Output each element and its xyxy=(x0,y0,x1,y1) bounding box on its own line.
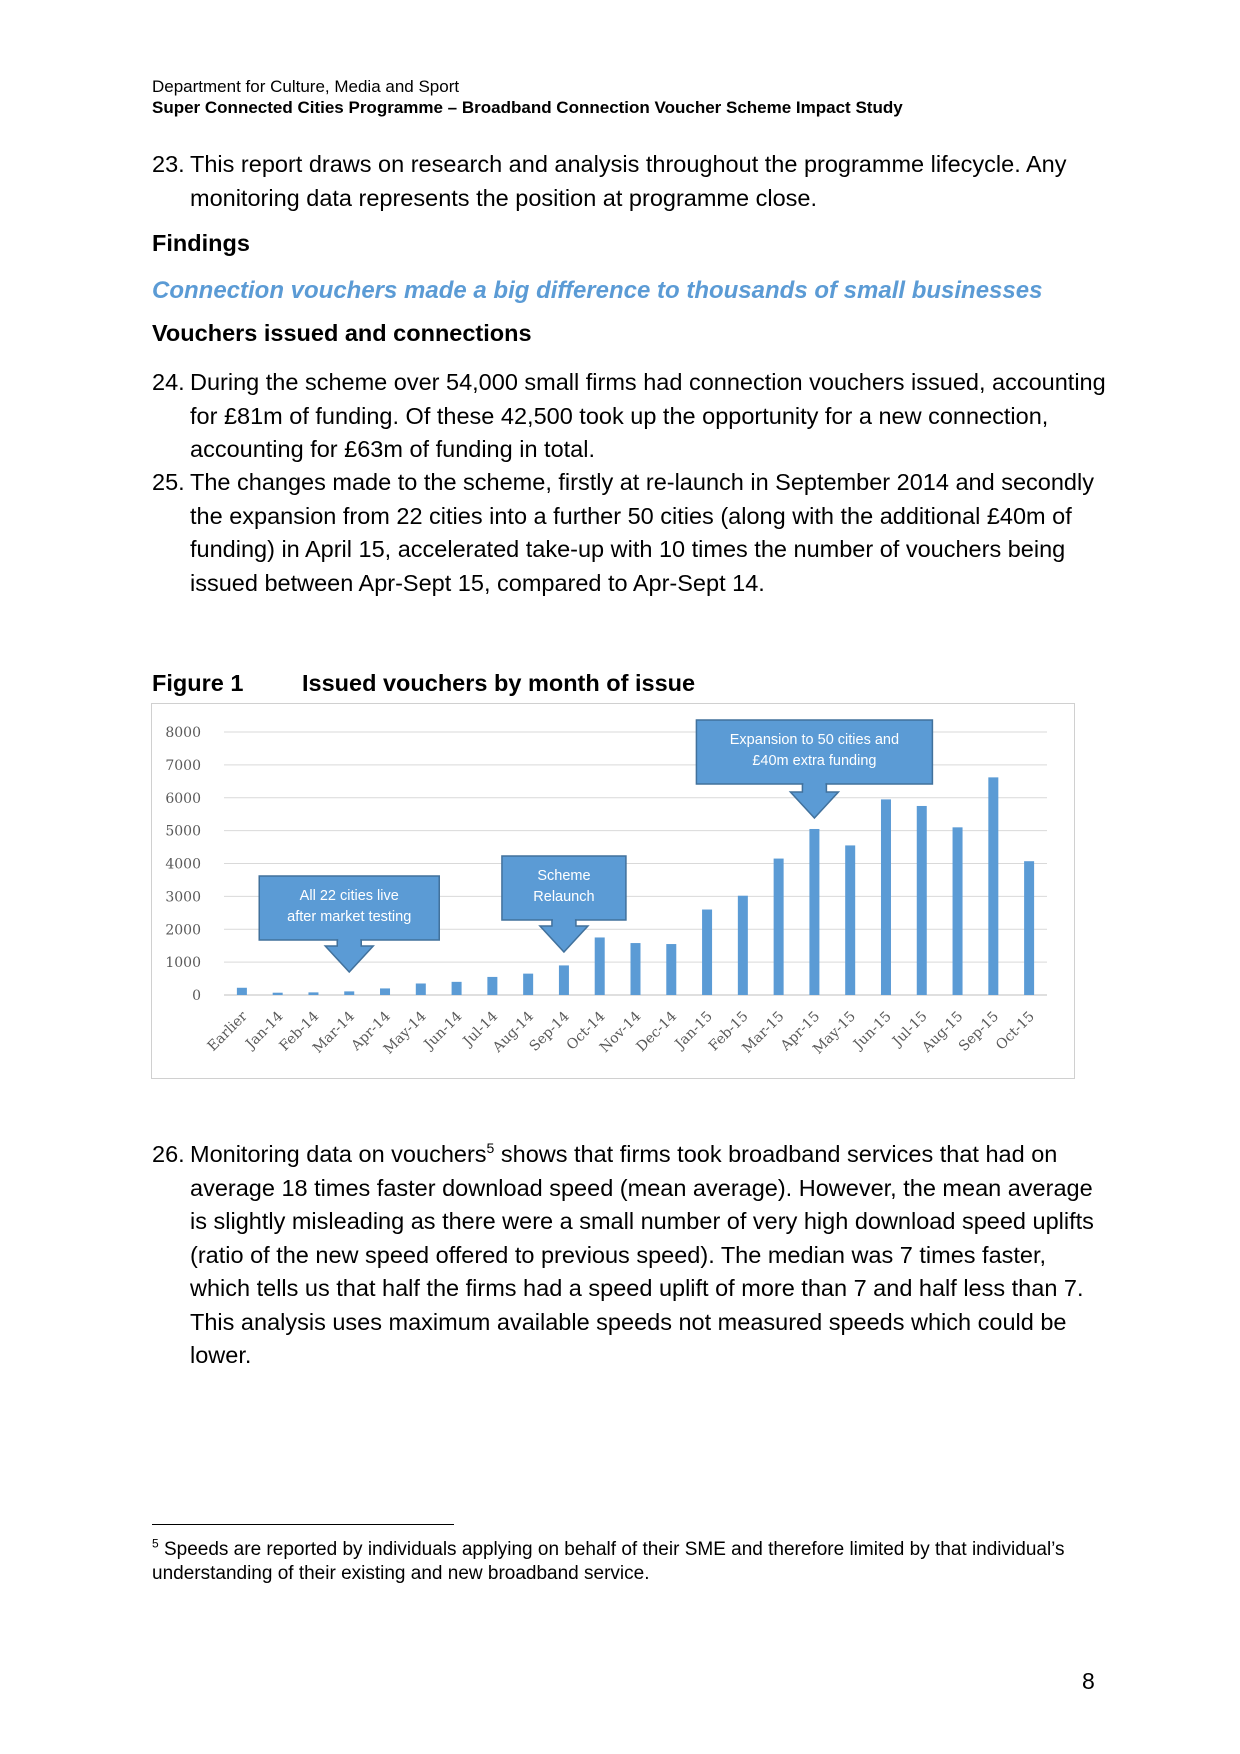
x-tick-label: Mar-15 xyxy=(739,1008,788,1057)
x-tick-label: Apr-14 xyxy=(348,1008,394,1054)
vouchers-heading: Vouchers issued and connections xyxy=(152,320,532,346)
callout-joint xyxy=(553,918,575,922)
x-tick-label: Oct-14 xyxy=(563,1008,609,1054)
x-tick-label: May-14 xyxy=(380,1008,430,1058)
callout-box xyxy=(696,720,932,784)
x-tick-label: May-15 xyxy=(810,1008,860,1058)
bar-mar-14 xyxy=(344,991,354,995)
section-subtitle: Connection vouchers made a big difference to thousands of small businesses xyxy=(152,277,1043,304)
paragraph-text: The changes made to the scheme, firstly at re-launch in September 2014 and secondly the expansion from 22 cities into a further 50 cities (along with the additional £40m of funding) in April 15, accelerated take-up with 10 times the number of vouchers being issued between Apr-Sept 15, compared to Apr-Sept 14. xyxy=(190,469,1094,596)
bar-may-15 xyxy=(845,845,855,995)
bar-jan-15 xyxy=(702,910,712,995)
bar-nov-14 xyxy=(631,943,641,995)
bar-apr-15 xyxy=(809,829,819,995)
figure-title xyxy=(152,670,696,697)
footnote-mark: 5 xyxy=(152,1536,159,1551)
callout-text: after market testing xyxy=(287,909,412,925)
callout-text: Expansion to 50 cities and xyxy=(729,732,900,748)
page-header xyxy=(152,76,903,118)
paragraph-23 xyxy=(152,148,1112,215)
bar-sep-14 xyxy=(559,965,569,995)
header-report-title: Super Connected Cities Programme – Broadband Connection Voucher Scheme Impact Study xyxy=(152,98,903,117)
x-tick-label: Jul-15 xyxy=(889,1008,931,1050)
paragraph-text-a: Monitoring data on vouchers xyxy=(190,1141,487,1167)
bar-feb-15 xyxy=(738,896,748,995)
x-tick-label: Jun-15 xyxy=(850,1008,895,1053)
x-tick-label: Dec-14 xyxy=(633,1008,681,1056)
page-number: 8 xyxy=(1082,1668,1095,1694)
bar-jul-15 xyxy=(917,806,927,995)
bar-dec-14 xyxy=(666,944,676,995)
callout-box xyxy=(502,856,626,920)
x-tick-label: Nov-14 xyxy=(596,1008,645,1056)
footnote-divider xyxy=(152,1524,454,1525)
x-tick-label: Oct-15 xyxy=(993,1008,1038,1054)
bar-jul-14 xyxy=(487,977,497,995)
bar-jan-14 xyxy=(273,993,283,995)
header-department: Department for Culture, Media and Sport xyxy=(152,77,460,96)
x-tick-label: Jul-14 xyxy=(460,1008,502,1050)
callout-text: £40m extra funding xyxy=(752,753,877,769)
callout-text: All 22 cities live xyxy=(299,888,399,904)
bar-may-14 xyxy=(416,983,426,995)
paragraph-25 xyxy=(152,466,1112,600)
callout-text: Relaunch xyxy=(533,889,595,905)
footnote-text: Speeds are reported by individuals applying on behalf of their SME and therefore limited by that individual’s understanding of their existing and new broadband service. xyxy=(152,1539,1065,1584)
bar-feb-14 xyxy=(308,992,318,995)
y-tick-label: 3000 xyxy=(165,889,201,906)
bar-jun-14 xyxy=(452,982,462,995)
x-tick-label: Feb-15 xyxy=(705,1008,752,1055)
paragraph-26 xyxy=(152,1138,1112,1373)
x-tick-label: Apr-15 xyxy=(777,1008,824,1054)
callout-arrow xyxy=(790,784,838,818)
callout-joint xyxy=(803,782,825,786)
x-tick-label: Feb-14 xyxy=(276,1008,323,1055)
paragraph-number: 24. xyxy=(152,369,185,395)
y-tick-label: 1000 xyxy=(165,955,201,972)
x-tick-label: Mar-14 xyxy=(310,1008,359,1057)
paragraph-text-b: shows that firms took broadband services that had on average 18 times faster download speed (mean average). However, the mean average is slightly misleading as there were a small number of very high download speed uplifts (ratio of the new speed offered to previous speed). The median was 7 times faster, which tells us that half the firms had a speed uplift of more than 7 and half less than 7. This analysis uses maximum available speeds not measured speeds which could be lower. xyxy=(190,1141,1094,1368)
y-tick-label: 2000 xyxy=(165,922,201,939)
bar-aug-14 xyxy=(523,974,533,995)
paragraph-text xyxy=(190,1138,1112,1373)
callout-box xyxy=(259,876,439,940)
paragraph-24 xyxy=(152,366,1112,467)
paragraph-text: This report draws on research and analysis throughout the programme lifecycle. Any monitoring data represents the position at programme close. xyxy=(190,151,1067,211)
callout-arrow xyxy=(325,940,373,972)
y-tick-label: 0 xyxy=(192,988,201,1004)
bar-oct-14 xyxy=(595,937,605,995)
callout-text: Scheme xyxy=(537,868,591,884)
bar-earlier xyxy=(237,988,247,995)
x-tick-label: Aug-14 xyxy=(489,1008,537,1056)
bar-oct-15 xyxy=(1024,861,1034,995)
bar-chart xyxy=(152,704,1074,1078)
figure-label: Figure 1 xyxy=(152,670,244,696)
x-tick-label: Jun-14 xyxy=(421,1008,466,1053)
bar-apr-14 xyxy=(380,988,390,995)
x-tick-label: Jan-14 xyxy=(242,1008,287,1053)
bar-aug-15 xyxy=(953,827,963,995)
y-tick-label: 6000 xyxy=(165,790,201,807)
x-tick-label: Sep-15 xyxy=(955,1008,1003,1055)
paragraph-number: 23. xyxy=(152,151,185,177)
figure-caption: Issued vouchers by month of issue xyxy=(302,670,696,696)
callout-joint xyxy=(338,938,360,942)
chart-frame xyxy=(151,703,1075,1079)
callout-arrow xyxy=(540,920,588,952)
footnote xyxy=(152,1538,1112,1586)
y-tick-label: 4000 xyxy=(165,856,201,873)
y-tick-label: 5000 xyxy=(165,823,201,840)
x-tick-label: Earlier xyxy=(204,1008,251,1055)
bar-sep-15 xyxy=(988,777,998,995)
bar-jun-15 xyxy=(881,799,891,995)
y-tick-label: 7000 xyxy=(165,757,201,774)
y-tick-label: 8000 xyxy=(165,725,201,741)
bar-mar-15 xyxy=(774,859,784,995)
paragraph-text: During the scheme over 54,000 small firms had connection vouchers issued, accounting for £81m of funding. Of these 42,500 took up the opportunity for a new connection, accounting for £63m of funding in total. xyxy=(190,369,1106,462)
x-tick-label: Aug-15 xyxy=(919,1008,967,1056)
footnote-ref[interactable]: 5 xyxy=(486,1140,495,1157)
findings-heading: Findings xyxy=(152,230,250,256)
paragraph-number: 25. xyxy=(152,469,185,495)
paragraph-number: 26. xyxy=(152,1141,185,1167)
x-tick-label: Jan-15 xyxy=(672,1008,716,1053)
x-tick-label: Sep-14 xyxy=(526,1008,573,1055)
